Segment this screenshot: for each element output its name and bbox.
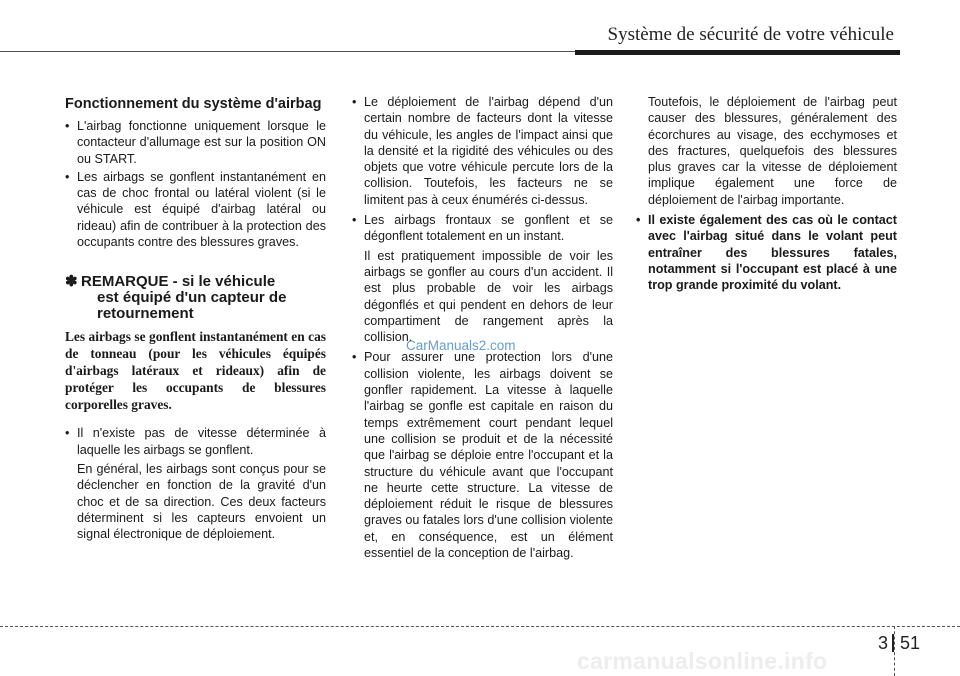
column-2: [352, 94, 613, 563]
list-item-text: Il existe également des cas où le contact avec l'airbag situé dans le volant peut entraîner des blessures fatales, notamment si l'occupant est placé à une trop grande proximité du volant.: [648, 213, 897, 293]
page-header-title: Système de sécurité de votre véhicule: [607, 24, 894, 45]
bullet-icon: •: [352, 350, 357, 365]
list-item: [636, 212, 897, 293]
list-item-text: Les airbags se gonflent instantanément en cas de choc frontal ou latéral violent (si le véhicule est équipé d'airbag latéral ou rideau) afin de contribuer à la protection des occupants contre des blessures graves.: [77, 169, 326, 250]
bullet-icon: •: [65, 119, 70, 133]
paragraph: Toutefois, le déploiement de l'airbag peut causer des blessures, généralement des écorchures au visage, des ecchymoses et des fractures, quelquefois des blessures plus graves car la vitesse de déploiement implique également une force de déploiement de l'airbag importante.: [648, 95, 897, 207]
footer-tick: [894, 626, 895, 676]
page-number: 51: [900, 633, 921, 653]
header-rule-thick: [575, 50, 900, 55]
chapter-number: 3: [878, 633, 889, 653]
note-title-line-3: retournement: [97, 305, 194, 323]
paragraph: Il est pratiquement impossible de voir les airbags se gonfler au cours d'un accident. Il est plus probable de voir les airbags dégonflés et qui pendent en dehors de leur compartiment de rangement après la collision.: [364, 248, 613, 345]
note-title-line-2: est équipé d'un capteur de: [97, 289, 287, 307]
list-item: [352, 212, 613, 245]
paragraph: En général, les airbags sont conçus pour se déclencher en fonction de la gravité d'un choc et de sa direction. Ces deux facteurs déterminent si les capteurs envoient un signal électronique de déploiement.: [77, 461, 326, 542]
list-item-text: Le déploiement de l'airbag dépend d'un certain nombre de facteurs dont la vitesse du véhicule, les angles de l'impact ainsi que la densité et la rigidité des véhicules ou des objets que votre véhicule percute lors de la collision. Toutefois, les facteurs ne se limitent pas à ceux énumérés ci-dessus.: [364, 95, 613, 207]
bullet-icon: •: [65, 169, 70, 184]
list-item: [65, 118, 326, 167]
list-item-text: L'airbag fonctionne uniquement lorsque le contacteur d'allumage est sur la position ON ou START.: [77, 119, 326, 166]
bullet-icon: •: [352, 95, 357, 109]
list-item-text: Il n'existe pas de vitesse déterminée à laquelle les airbags se gonflent.: [77, 426, 326, 457]
column-1: [65, 96, 326, 544]
watermark: CarManuals2.com: [406, 338, 516, 353]
footer-site-watermark: carmanualsonline.info: [577, 648, 828, 674]
note-title: [65, 274, 326, 322]
bullet-icon: •: [65, 426, 70, 441]
note-title-line-1: REMARQUE - si le véhicule: [81, 273, 276, 291]
note-text: Les airbags se gonflent instantanément en cas de tonneau (pour les véhicules équipés d'airbags latéraux et rideaux) afin de protéger les occupants de blessures corporelles graves.: [65, 329, 326, 413]
bullet-icon: •: [352, 213, 357, 228]
page-separator: [892, 634, 894, 652]
footer-rule: [0, 626, 960, 627]
section-heading: Fonctionnement du système d'airbag: [65, 96, 322, 112]
column-3: [636, 94, 897, 296]
list-item: [352, 349, 613, 561]
list-item: [65, 169, 326, 250]
list-item: [352, 94, 613, 208]
note-star-icon: ✽: [65, 273, 78, 291]
list-item: [65, 425, 326, 458]
bullet-icon: •: [636, 213, 641, 228]
list-item-text: Pour assurer une protection lors d'une collision violente, les airbags doivent se gonfler rapidement. La vitesse à laquelle l'airbag se gonfle est capitale en raison du temps extrêmement court pendant lequel une collision se produit et de la nécessité que l'airbag se déploie entre l'occupant et la structure du véhicule avant que l'occupant ne heurte cette structure. La vitesse de déploiement réduit le risque de blessures graves ou fatales lors d'une collision violente et, en conséquence, est un élément essentiel de la conception de l'airbag.: [364, 350, 613, 561]
list-item-text: Les airbags frontaux se gonflent et se dégonflent totalement en un instant.: [364, 213, 613, 244]
